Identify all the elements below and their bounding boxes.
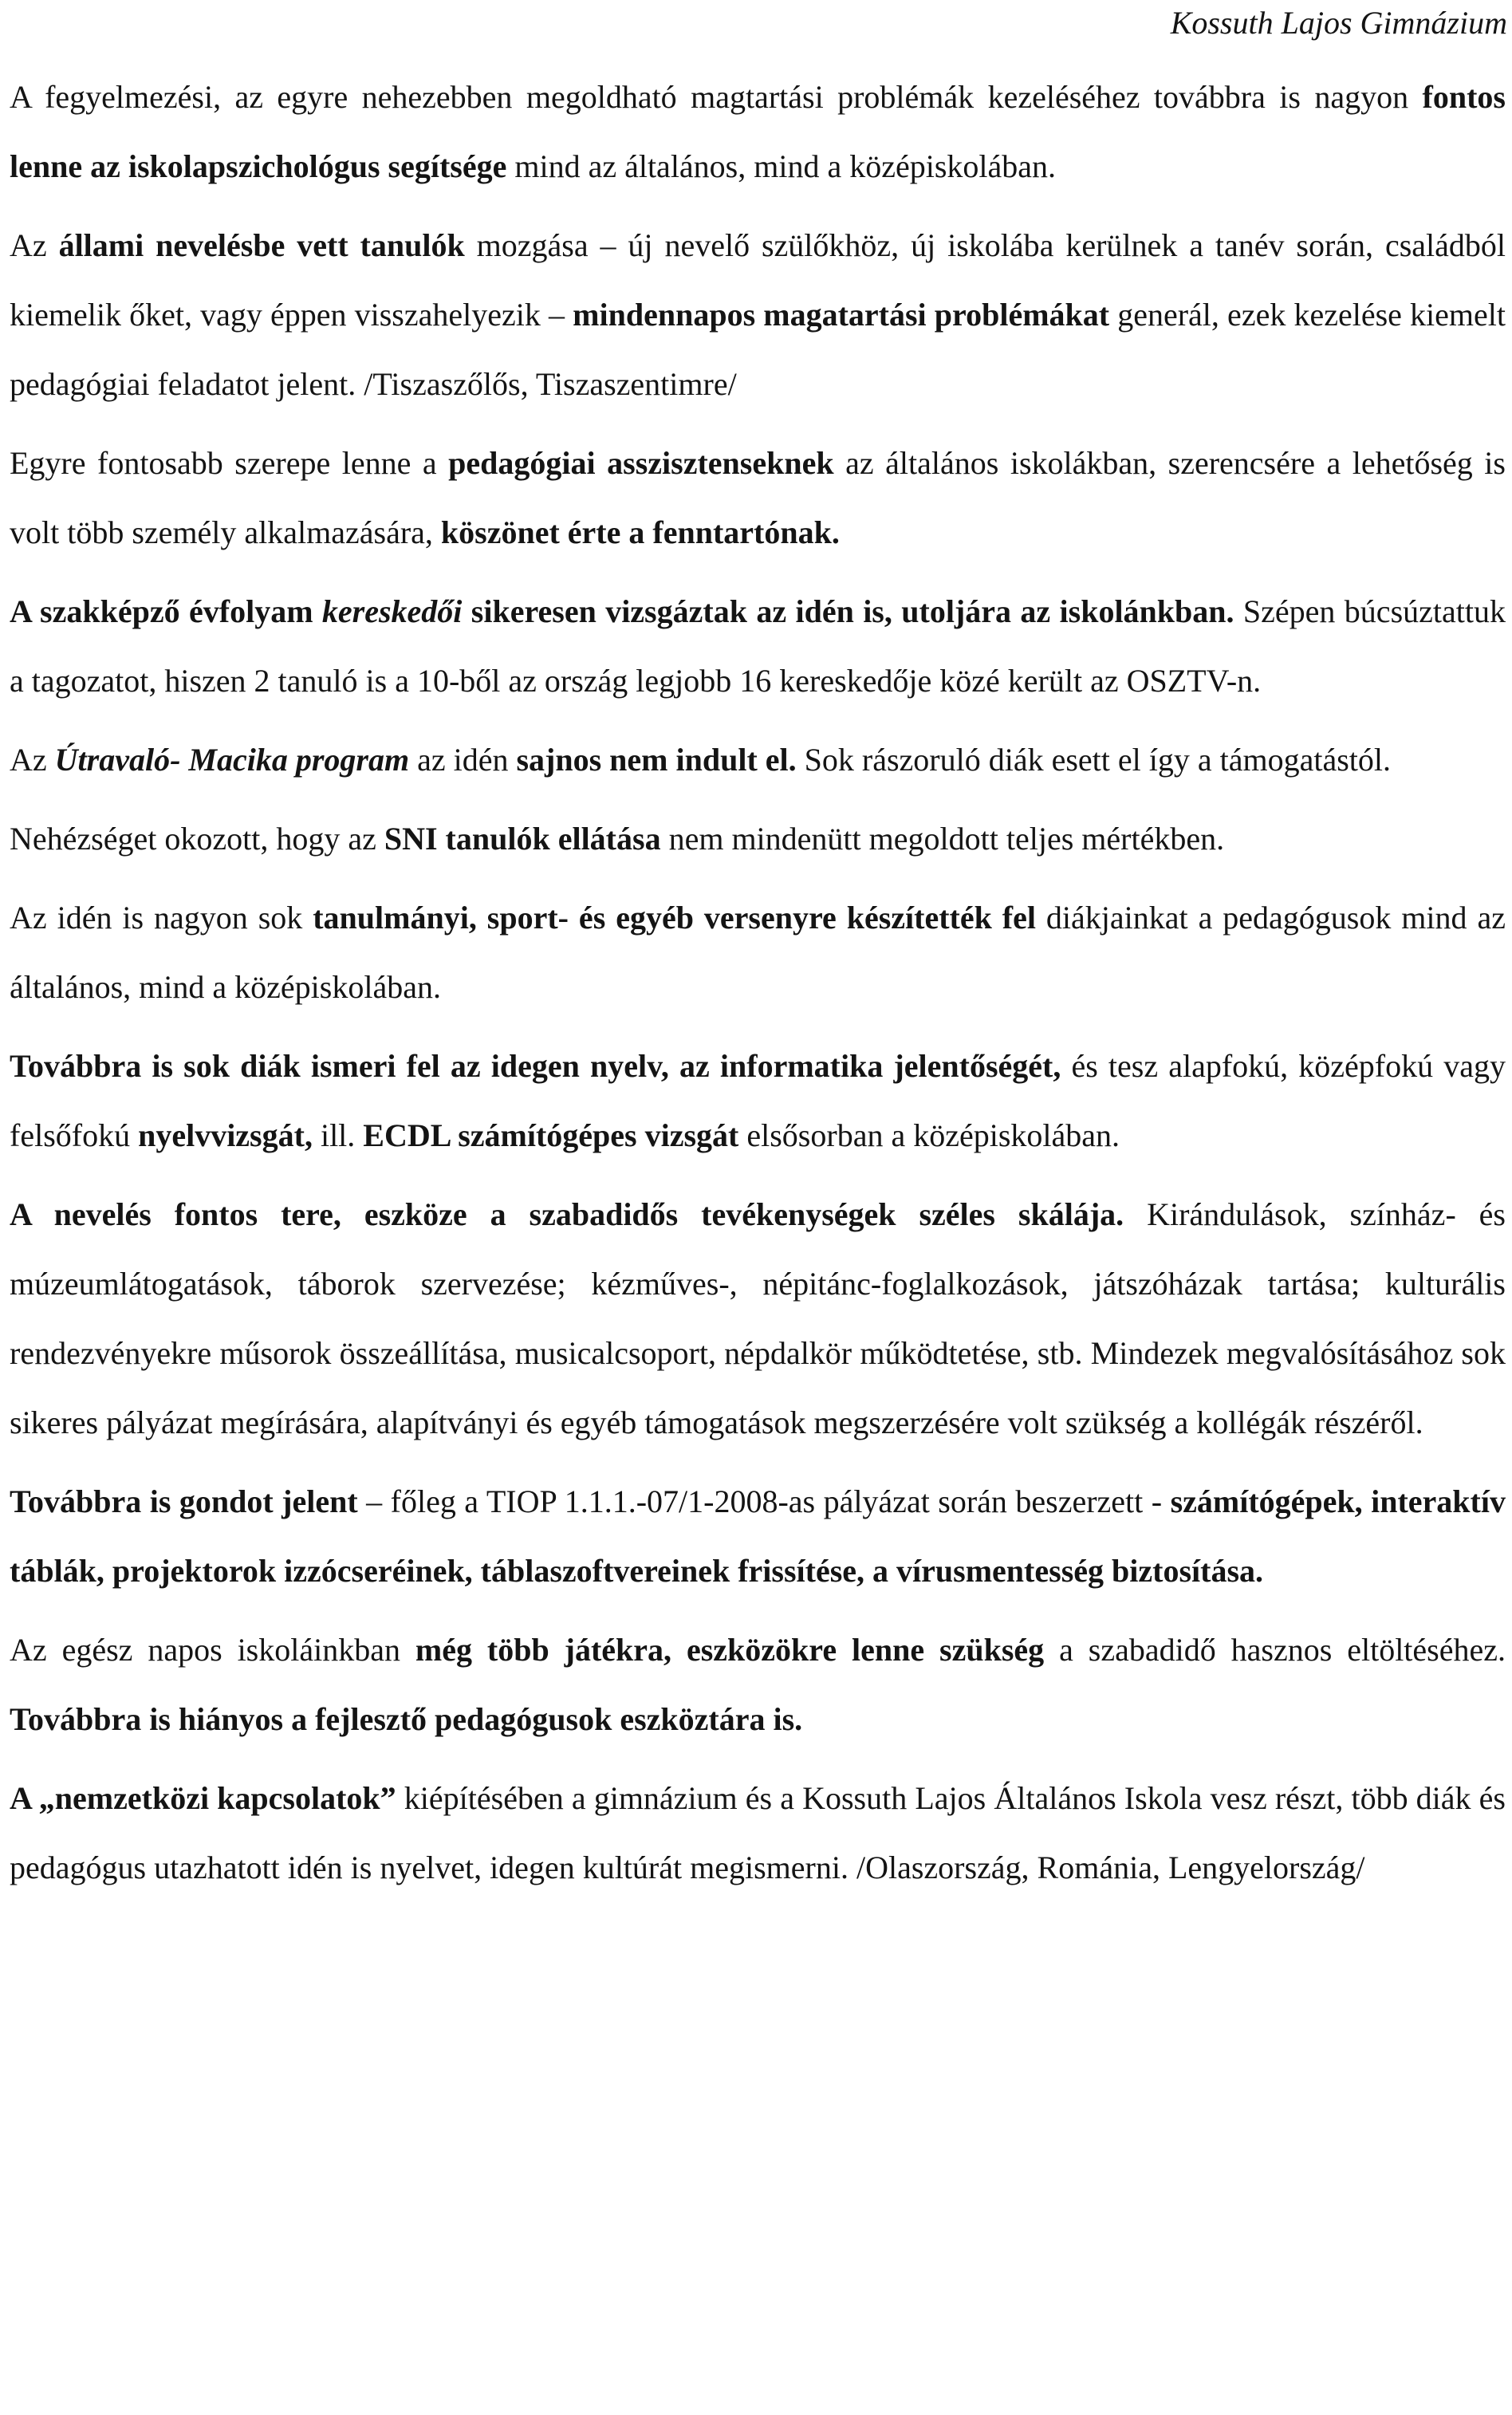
emphasized-text-run: kereskedői	[321, 593, 463, 629]
paragraph	[10, 428, 1506, 567]
text-run: ill.	[312, 1117, 364, 1153]
emphasized-text-run: még több játékra, eszközökre lenne szükség	[415, 1632, 1045, 1668]
paragraph	[10, 211, 1506, 419]
emphasized-text-run: tanulmányi, sport- és egyéb versenyre készítették fel	[313, 900, 1036, 936]
text-run: mozgása – új nevelő szülőkhöz, új iskolába kerülnek a tanév során, családból kiemelik őket, vagy éppen visszahelyezik –	[10, 227, 1506, 333]
emphasized-text-run: sikeresen vizsgáztak az idén is, utoljára az iskolánkban.	[462, 593, 1234, 629]
text-run: Az	[10, 742, 55, 778]
emphasized-text-run: A „nemzetközi kapcsolatok”	[10, 1780, 396, 1816]
page-header: Kossuth Lajos Gimnázium	[1170, 5, 1507, 41]
emphasized-text-run: számítógépek, interaktív táblák, projektorok izzócseréinek, táblaszoftvereinek frissítése, a vírusmentesség biztosítása.	[10, 1483, 1506, 1589]
text-run: Egyre fontosabb szerepe lenne a	[10, 445, 449, 481]
paragraph	[10, 1763, 1506, 1902]
emphasized-text-run: A szakképző évfolyam	[10, 593, 322, 629]
text-run: Az egész napos iskoláinkban	[10, 1632, 415, 1668]
text-run: Szépen búcsúztattuk a tagozatot, hiszen 2 tanuló is a 10-ből az ország legjobb 16 kereskedője közé került az OSZTV-n.	[10, 593, 1506, 699]
emphasized-text-run: SNI tanulók ellátása	[384, 821, 661, 857]
text-run: Az idén is nagyon sok	[10, 900, 313, 936]
document-body	[10, 62, 1506, 1912]
text-run: Kirándulások, színház- és múzeumlátogatások, táborok szervezése; kézműves-, népitánc-foglalkozások, játszóházak tartása; kulturális rendezvényekre műsorok összeállítása, musicalcsoport, népdalkör működtetése, stb. Mindezek megvalósításához sok sikeres pályázat megírására, alapítványi és egyéb támogatások megszerzésére volt szükség a kollégák részéről.	[10, 1196, 1506, 1440]
paragraph	[10, 1467, 1506, 1605]
emphasized-text-run: Továbbra is hiányos a fejlesztő pedagógusok eszköztára is.	[10, 1701, 803, 1737]
emphasized-text-run: pedagógiai asszisztenseknek	[448, 445, 834, 481]
paragraph	[10, 1031, 1506, 1170]
text-run: a szabadidő hasznos eltöltéséhez.	[1044, 1632, 1506, 1668]
emphasized-text-run: sajnos nem indult el.	[516, 742, 797, 778]
emphasized-text-run: nyelvvizsgát,	[138, 1117, 313, 1153]
paragraph	[10, 1180, 1506, 1457]
text-run: elsősorban a középiskolában.	[738, 1117, 1120, 1153]
text-run: Sok rászoruló diák esett el így a támogatástól.	[796, 742, 1391, 778]
paragraph	[10, 883, 1506, 1022]
emphasized-text-run: köszönet érte a fenntartónak.	[440, 514, 840, 550]
paragraph	[10, 804, 1506, 873]
text-run: – főleg a TIOP 1.1.1.-07/1-2008-as pályázat során beszerzett -	[357, 1483, 1171, 1519]
emphasized-text-run: Továbbra is sok diák ismeri fel az idegen nyelv, az informatika jelentőségét,	[10, 1048, 1061, 1084]
emphasized-text-run: Továbbra is gondot jelent	[10, 1483, 358, 1519]
emphasized-text-run: Útravaló- Macika program	[54, 742, 410, 778]
text-run: az idén	[409, 742, 517, 778]
text-run: A fegyelmezési, az egyre nehezebben megoldható magtartási problémák kezeléséhez továbbra is nagyon	[10, 79, 1423, 115]
text-run: nem mindenütt megoldott teljes mértékben.	[660, 821, 1225, 857]
text-run: mind az általános, mind a középiskolában.	[506, 148, 1057, 184]
text-run: és tesz alapfokú, középfokú vagy felsőfokú	[10, 1048, 1506, 1153]
paragraph	[10, 725, 1506, 794]
emphasized-text-run: állami nevelésbe vett tanulók	[58, 227, 465, 263]
text-run: diákjainkat a pedagógusok mind az általános, mind a középiskolában.	[10, 900, 1506, 1005]
text-run: az általános iskolákban, szerencsére a lehetőség is volt több személy alkalmazására,	[10, 445, 1506, 550]
text-run: Nehézséget okozott, hogy az	[10, 821, 384, 857]
paragraph	[10, 577, 1506, 715]
paragraph	[10, 1615, 1506, 1754]
emphasized-text-run: fontos lenne az iskolapszichológus segítsége	[10, 79, 1506, 184]
text-run: generál, ezek kezelése kiemelt pedagógiai feladatot jelent. /Tiszaszőlős, Tiszaszentimre/	[10, 297, 1506, 402]
emphasized-text-run: A nevelés fontos tere, eszköze a szabadidős tevékenységek széles skálája.	[10, 1196, 1124, 1232]
text-run: Az	[10, 227, 59, 263]
emphasized-text-run: mindennapos magatartási problémákat	[573, 297, 1110, 333]
paragraph	[10, 62, 1506, 201]
text-run: kiépítésében a gimnázium és a Kossuth Lajos Általános Iskola vesz részt, több diák és pedagógus utazhatott idén is nyelvet, idegen kultúrát megismerni. /Olaszország, Románia, Lengyelország/	[10, 1780, 1506, 1885]
emphasized-text-run: ECDL számítógépes vizsgát	[363, 1117, 739, 1153]
